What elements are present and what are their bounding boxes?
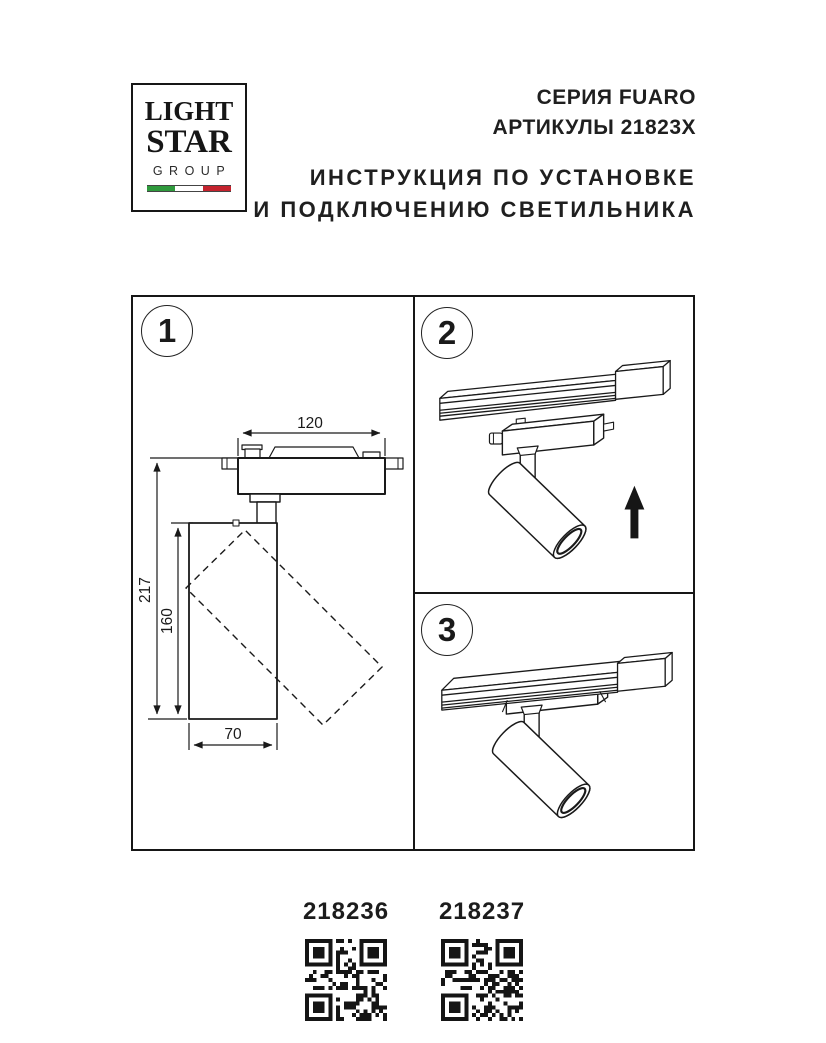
italian-flag-bar xyxy=(147,185,231,192)
logo-word-group: GROUP xyxy=(152,164,232,178)
articles-label: АРТИКУЛЫ 21823X xyxy=(492,116,696,139)
qr-code xyxy=(441,939,523,1021)
lightstar-logo xyxy=(131,83,247,212)
article-block xyxy=(291,898,401,1026)
step-number-badge: 2 xyxy=(421,307,473,359)
flag-green-segment xyxy=(147,186,175,191)
panel-step-3 xyxy=(415,594,693,849)
dimension-label-body-diameter: 70 xyxy=(224,726,242,743)
instruction-title-line1: ИНСТРУКЦИЯ ПО УСТАНОВКЕ xyxy=(309,165,696,190)
dimension-label-total-height: 217 xyxy=(137,577,154,603)
article-number: 218236 xyxy=(302,898,390,925)
instruction-panels xyxy=(131,295,695,851)
fixture-dimension-drawing xyxy=(133,297,413,849)
dimension-label-track-width: 120 xyxy=(297,415,323,432)
dimension-label-body-height: 160 xyxy=(159,608,176,634)
logo-word-star: STAR xyxy=(146,124,232,160)
step-number-badge: 3 xyxy=(421,604,473,656)
logo-word-light: LIGHT xyxy=(144,96,234,126)
panel-step-2 xyxy=(415,297,693,594)
panel-step-1 xyxy=(133,297,415,849)
flag-white-segment xyxy=(175,186,203,191)
series-label: СЕРИЯ FUARO xyxy=(536,86,696,109)
track-rail xyxy=(440,361,670,421)
spotlight-fixture xyxy=(484,414,613,563)
flag-red-segment xyxy=(203,186,231,191)
article-number: 218237 xyxy=(438,898,526,925)
insert-direction-arrow-icon xyxy=(624,486,644,539)
step-number-badge: 1 xyxy=(141,305,193,357)
document-header xyxy=(253,83,696,226)
instruction-title-line2: И ПОДКЛЮЧЕНИЮ СВЕТИЛЬНИКА xyxy=(253,197,696,222)
article-block xyxy=(427,898,537,1026)
qr-code xyxy=(305,939,387,1021)
